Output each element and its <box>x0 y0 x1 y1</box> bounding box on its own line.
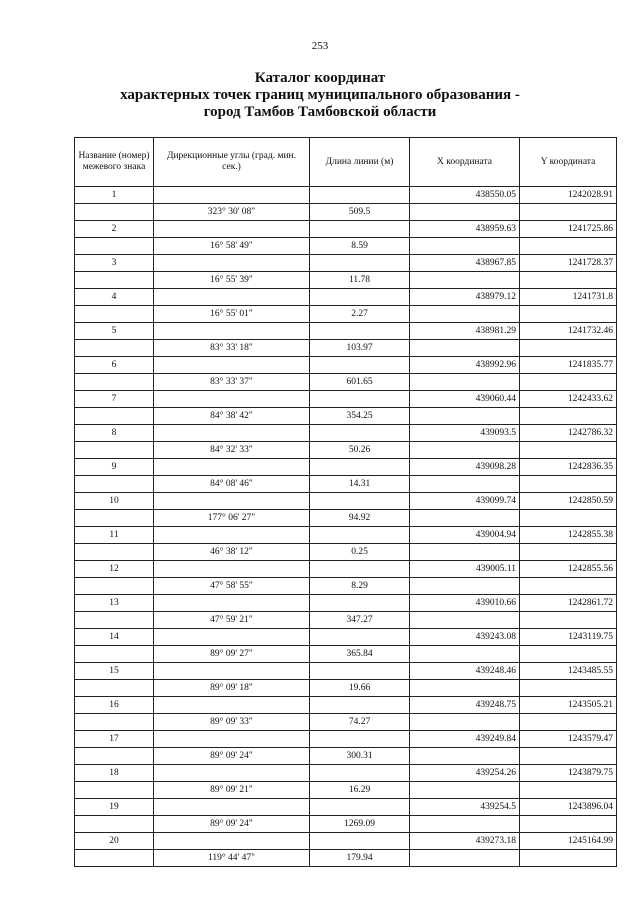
cell-y-coordinate <box>520 646 617 663</box>
table-row <box>75 391 617 408</box>
table-row <box>75 629 617 646</box>
cell-length <box>310 323 410 340</box>
table-row <box>75 816 617 833</box>
cell-length: 103.97 <box>310 340 410 357</box>
cell-name: 16 <box>75 697 154 714</box>
cell-x-coordinate <box>410 442 520 459</box>
cell-length: 300.31 <box>310 748 410 765</box>
table-row <box>75 255 617 272</box>
cell-angle <box>154 527 310 544</box>
cell-length <box>310 765 410 782</box>
cell-angle <box>154 255 310 272</box>
cell-y-coordinate <box>520 850 617 867</box>
cell-y-coordinate: 1242433.62 <box>520 391 617 408</box>
cell-length: 94.92 <box>310 510 410 527</box>
table-row <box>75 204 617 221</box>
table-row <box>75 221 617 238</box>
cell-name: 17 <box>75 731 154 748</box>
cell-y-coordinate <box>520 238 617 255</box>
cell-name: 13 <box>75 595 154 612</box>
cell-x-coordinate: 439248.75 <box>410 697 520 714</box>
cell-length <box>310 731 410 748</box>
cell-name: 4 <box>75 289 154 306</box>
cell-x-coordinate <box>410 204 520 221</box>
cell-y-coordinate <box>520 408 617 425</box>
cell-x-coordinate <box>410 748 520 765</box>
cell-length <box>310 187 410 204</box>
cell-length: 16.29 <box>310 782 410 799</box>
cell-length: 11.78 <box>310 272 410 289</box>
table-row <box>75 714 617 731</box>
table-row <box>75 799 617 816</box>
cell-x-coordinate: 439248.46 <box>410 663 520 680</box>
title-line-3: город Тамбов Тамбовской области <box>203 104 437 120</box>
table-row <box>75 612 617 629</box>
cell-angle <box>154 357 310 374</box>
cell-angle <box>154 561 310 578</box>
cell-angle: 323° 30' 08" <box>154 204 310 221</box>
cell-x-coordinate <box>410 306 520 323</box>
cell-length: 354.25 <box>310 408 410 425</box>
cell-name <box>75 476 154 493</box>
cell-x-coordinate <box>410 850 520 867</box>
table-row <box>75 442 617 459</box>
table-row <box>75 340 617 357</box>
cell-length: 8.29 <box>310 578 410 595</box>
table-row <box>75 782 617 799</box>
cell-y-coordinate: 1242855.38 <box>520 527 617 544</box>
cell-angle <box>154 425 310 442</box>
cell-name <box>75 238 154 255</box>
cell-x-coordinate: 438979.12 <box>410 289 520 306</box>
cell-y-coordinate: 1242836.35 <box>520 459 617 476</box>
table-row <box>75 323 617 340</box>
cell-y-coordinate: 1242028.91 <box>520 187 617 204</box>
cell-name: 20 <box>75 833 154 850</box>
table-row <box>75 527 617 544</box>
cell-y-coordinate: 1243119.75 <box>520 629 617 646</box>
cell-y-coordinate <box>520 272 617 289</box>
cell-name <box>75 612 154 629</box>
cell-x-coordinate: 438992.96 <box>410 357 520 374</box>
cell-name <box>75 748 154 765</box>
cell-angle: 119° 44' 47" <box>154 850 310 867</box>
cell-y-coordinate <box>520 578 617 595</box>
cell-angle <box>154 833 310 850</box>
cell-length <box>310 527 410 544</box>
cell-x-coordinate: 439249.84 <box>410 731 520 748</box>
cell-y-coordinate: 1242786.32 <box>520 425 617 442</box>
cell-angle: 16° 58' 49" <box>154 238 310 255</box>
cell-x-coordinate <box>410 510 520 527</box>
cell-length <box>310 663 410 680</box>
cell-x-coordinate: 439273.18 <box>410 833 520 850</box>
cell-x-coordinate: 439098.28 <box>410 459 520 476</box>
cell-y-coordinate: 1241835.77 <box>520 357 617 374</box>
table-row <box>75 306 617 323</box>
cell-angle: 16° 55' 39" <box>154 272 310 289</box>
cell-x-coordinate <box>410 646 520 663</box>
cell-length <box>310 425 410 442</box>
cell-length: 179.94 <box>310 850 410 867</box>
cell-x-coordinate <box>410 374 520 391</box>
cell-length <box>310 799 410 816</box>
cell-y-coordinate: 1241732.46 <box>520 323 617 340</box>
cell-name: 7 <box>75 391 154 408</box>
cell-length <box>310 629 410 646</box>
cell-y-coordinate <box>520 476 617 493</box>
cell-angle: 89° 09' 24" <box>154 816 310 833</box>
cell-y-coordinate <box>520 442 617 459</box>
cell-length <box>310 255 410 272</box>
cell-angle: 47° 59' 21" <box>154 612 310 629</box>
table-row <box>75 561 617 578</box>
cell-y-coordinate: 1241731.8 <box>520 289 617 306</box>
cell-name: 5 <box>75 323 154 340</box>
cell-y-coordinate: 1242855.56 <box>520 561 617 578</box>
table-row <box>75 272 617 289</box>
table-row <box>75 595 617 612</box>
cell-y-coordinate: 1242861.72 <box>520 595 617 612</box>
cell-length: 509.5 <box>310 204 410 221</box>
cell-y-coordinate <box>520 340 617 357</box>
cell-x-coordinate <box>410 408 520 425</box>
cell-name <box>75 374 154 391</box>
cell-angle: 89° 09' 18" <box>154 680 310 697</box>
cell-angle <box>154 697 310 714</box>
cell-x-coordinate: 439254.26 <box>410 765 520 782</box>
cell-x-coordinate: 439004.94 <box>410 527 520 544</box>
table-row <box>75 493 617 510</box>
cell-name: 9 <box>75 459 154 476</box>
cell-angle <box>154 391 310 408</box>
cell-angle <box>154 221 310 238</box>
cell-name <box>75 340 154 357</box>
cell-name: 6 <box>75 357 154 374</box>
cell-angle: 16° 55' 01" <box>154 306 310 323</box>
cell-length: 8.59 <box>310 238 410 255</box>
cell-x-coordinate: 438959.63 <box>410 221 520 238</box>
cell-length: 2.27 <box>310 306 410 323</box>
cell-name <box>75 578 154 595</box>
cell-y-coordinate <box>520 306 617 323</box>
coordinate-catalog-table <box>74 137 617 867</box>
cell-x-coordinate <box>410 782 520 799</box>
title-line-2: характерных точек границ муниципального образования - <box>120 87 520 103</box>
cell-y-coordinate: 1241728.37 <box>520 255 617 272</box>
header-y: Y координата <box>520 138 617 187</box>
cell-length: 347.27 <box>310 612 410 629</box>
cell-y-coordinate <box>520 510 617 527</box>
cell-x-coordinate <box>410 476 520 493</box>
cell-y-coordinate: 1243505.21 <box>520 697 617 714</box>
cell-length <box>310 221 410 238</box>
cell-name: 12 <box>75 561 154 578</box>
cell-length <box>310 833 410 850</box>
table-row <box>75 357 617 374</box>
cell-name: 15 <box>75 663 154 680</box>
cell-angle <box>154 323 310 340</box>
cell-name <box>75 646 154 663</box>
header-x: X координата <box>410 138 520 187</box>
cell-length: 365.84 <box>310 646 410 663</box>
cell-name <box>75 816 154 833</box>
cell-length: 74.27 <box>310 714 410 731</box>
cell-length <box>310 595 410 612</box>
cell-name: 10 <box>75 493 154 510</box>
table-row <box>75 374 617 391</box>
table-row <box>75 850 617 867</box>
cell-name <box>75 204 154 221</box>
cell-y-coordinate <box>520 204 617 221</box>
cell-name <box>75 544 154 561</box>
table-row <box>75 510 617 527</box>
cell-y-coordinate <box>520 714 617 731</box>
table-row <box>75 697 617 714</box>
cell-x-coordinate: 439060.44 <box>410 391 520 408</box>
cell-angle <box>154 493 310 510</box>
cell-x-coordinate: 438981.29 <box>410 323 520 340</box>
cell-angle <box>154 289 310 306</box>
cell-name <box>75 272 154 289</box>
table-row <box>75 289 617 306</box>
title-line-1: Каталог координат <box>254 70 386 86</box>
cell-angle <box>154 731 310 748</box>
cell-x-coordinate: 439099.74 <box>410 493 520 510</box>
cell-x-coordinate <box>410 612 520 629</box>
cell-x-coordinate <box>410 238 520 255</box>
cell-length <box>310 561 410 578</box>
header-name: Название (номер) межевого знака <box>75 138 154 187</box>
cell-angle: 47° 58' 55" <box>154 578 310 595</box>
cell-name: 14 <box>75 629 154 646</box>
cell-angle: 89° 09' 27" <box>154 646 310 663</box>
cell-name <box>75 510 154 527</box>
cell-y-coordinate <box>520 782 617 799</box>
cell-angle <box>154 765 310 782</box>
cell-angle <box>154 459 310 476</box>
cell-x-coordinate <box>410 340 520 357</box>
cell-length: 19.66 <box>310 680 410 697</box>
table-body <box>75 187 617 867</box>
cell-angle: 89° 09' 21" <box>154 782 310 799</box>
cell-y-coordinate <box>520 816 617 833</box>
cell-angle <box>154 629 310 646</box>
cell-length <box>310 391 410 408</box>
cell-angle: 177° 06' 27" <box>154 510 310 527</box>
cell-x-coordinate <box>410 578 520 595</box>
table-row <box>75 765 617 782</box>
cell-y-coordinate <box>520 374 617 391</box>
cell-name: 8 <box>75 425 154 442</box>
cell-y-coordinate <box>520 680 617 697</box>
cell-length: 14.31 <box>310 476 410 493</box>
table-row <box>75 578 617 595</box>
cell-angle: 46° 38' 12" <box>154 544 310 561</box>
cell-y-coordinate <box>520 544 617 561</box>
cell-x-coordinate: 439254.5 <box>410 799 520 816</box>
cell-length: 50.26 <box>310 442 410 459</box>
cell-name <box>75 714 154 731</box>
cell-angle: 89° 09' 33" <box>154 714 310 731</box>
cell-x-coordinate <box>410 544 520 561</box>
cell-name: 3 <box>75 255 154 272</box>
cell-length <box>310 459 410 476</box>
page-number: 253 <box>311 40 329 52</box>
cell-length <box>310 357 410 374</box>
cell-angle: 84° 32' 33" <box>154 442 310 459</box>
table-row <box>75 408 617 425</box>
cell-name: 1 <box>75 187 154 204</box>
table-header-row <box>75 138 617 187</box>
cell-x-coordinate: 438550.05 <box>410 187 520 204</box>
cell-name: 19 <box>75 799 154 816</box>
cell-angle: 83° 33' 37" <box>154 374 310 391</box>
cell-x-coordinate: 439243.08 <box>410 629 520 646</box>
cell-y-coordinate: 1243579.47 <box>520 731 617 748</box>
table-row <box>75 238 617 255</box>
cell-y-coordinate: 1241725.86 <box>520 221 617 238</box>
cell-name: 11 <box>75 527 154 544</box>
header-angle: Дирекционные углы (град. мин. сек.) <box>154 138 310 187</box>
cell-y-coordinate: 1243896.04 <box>520 799 617 816</box>
cell-x-coordinate <box>410 272 520 289</box>
cell-length <box>310 493 410 510</box>
table-row <box>75 680 617 697</box>
cell-name <box>75 306 154 323</box>
cell-x-coordinate: 439005.11 <box>410 561 520 578</box>
cell-angle: 84° 08' 46" <box>154 476 310 493</box>
cell-length <box>310 289 410 306</box>
cell-angle <box>154 799 310 816</box>
cell-x-coordinate <box>410 816 520 833</box>
cell-length: 1269.09 <box>310 816 410 833</box>
cell-y-coordinate: 1243485.55 <box>520 663 617 680</box>
cell-angle: 84° 38' 42" <box>154 408 310 425</box>
table-row <box>75 646 617 663</box>
cell-x-coordinate <box>410 680 520 697</box>
table-row <box>75 544 617 561</box>
cell-length <box>310 697 410 714</box>
cell-x-coordinate <box>410 714 520 731</box>
cell-name <box>75 680 154 697</box>
cell-y-coordinate: 1245164.99 <box>520 833 617 850</box>
cell-x-coordinate: 439093.5 <box>410 425 520 442</box>
table-row <box>75 425 617 442</box>
header-length: Длина линии (м) <box>310 138 410 187</box>
cell-name <box>75 442 154 459</box>
table-row <box>75 476 617 493</box>
cell-name <box>75 408 154 425</box>
cell-angle: 89° 09' 24" <box>154 748 310 765</box>
cell-y-coordinate: 1242850.59 <box>520 493 617 510</box>
cell-angle <box>154 663 310 680</box>
cell-y-coordinate <box>520 612 617 629</box>
cell-length: 0.25 <box>310 544 410 561</box>
table-row <box>75 833 617 850</box>
cell-angle: 83° 33' 18" <box>154 340 310 357</box>
cell-name: 2 <box>75 221 154 238</box>
document-title <box>0 70 640 121</box>
cell-x-coordinate: 439010.66 <box>410 595 520 612</box>
table-row <box>75 748 617 765</box>
table-row <box>75 187 617 204</box>
cell-y-coordinate: 1243879.75 <box>520 765 617 782</box>
cell-length: 601.65 <box>310 374 410 391</box>
cell-angle <box>154 595 310 612</box>
table-row <box>75 459 617 476</box>
cell-angle <box>154 187 310 204</box>
cell-x-coordinate: 438967.85 <box>410 255 520 272</box>
cell-name <box>75 850 154 867</box>
table-row <box>75 663 617 680</box>
table-row <box>75 731 617 748</box>
cell-y-coordinate <box>520 748 617 765</box>
cell-name: 18 <box>75 765 154 782</box>
cell-name <box>75 782 154 799</box>
